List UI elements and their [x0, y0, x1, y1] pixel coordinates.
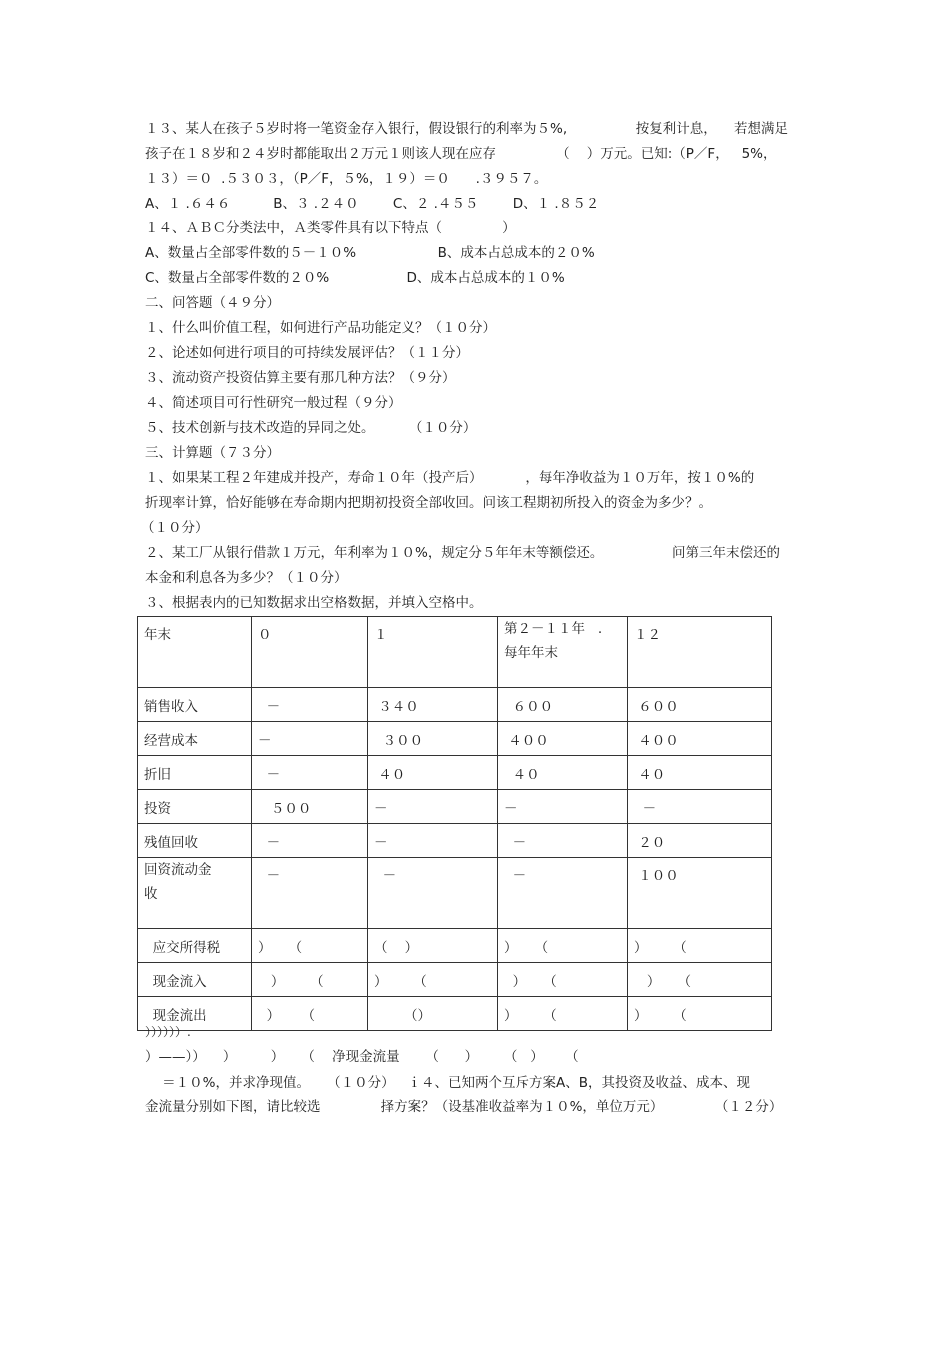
after-table-line-1: ））））））.	[145, 1025, 191, 1039]
table-cell: ４００	[628, 722, 772, 756]
section-2-title: 二、问答题（４９分）	[145, 295, 280, 311]
table-cell: －	[368, 790, 498, 824]
essay-q1: １、什么叫价值工程，如何进行产品功能定义？（１０分）	[145, 320, 496, 336]
table-cell: ） （	[628, 963, 772, 997]
table-header-cell: 年末	[138, 617, 252, 688]
table-cell: 残值回收	[138, 824, 252, 858]
table-cell: ５００	[252, 790, 368, 824]
table-cell: －	[368, 824, 498, 858]
essay-q5: ５、技术创新与技术改造的异同之处。 （１０分）	[145, 420, 477, 436]
table-row	[138, 929, 772, 963]
table-cell: －	[252, 858, 368, 929]
calc-q1-score: （１０分）	[141, 520, 209, 536]
table-header-cell: １２	[628, 617, 772, 688]
q14-options-cd: C、数量占全部零件数的２０% D、成本占总成本的１０%	[145, 270, 565, 286]
table-cell: ） （	[498, 963, 628, 997]
table-cell: 现金流出	[138, 997, 252, 1031]
table-header-cell: １	[368, 617, 498, 688]
table-cell: （）	[368, 997, 498, 1031]
table-row	[138, 756, 772, 790]
table-cell: ） （	[252, 997, 368, 1031]
table-cell: ） （	[252, 929, 368, 963]
table-cell: 经营成本	[138, 722, 252, 756]
table-row	[138, 824, 772, 858]
after-table-line-2: ）——）） ） ） （ 净现金流量 （ ） （ ） （	[145, 1049, 579, 1065]
after-table-line-3: ＝１０%，并求净现值。 （１０分） ｉ４、已知两个互斥方案A、B，其投资及收益、成本、现	[145, 1075, 751, 1091]
table-cell: 投资	[138, 790, 252, 824]
table-cell: 应交所得税	[138, 929, 252, 963]
table-header-row	[138, 617, 772, 688]
table-row	[138, 997, 772, 1031]
table-header-cell: ０	[252, 617, 368, 688]
table-cell: 回资流动金 收	[138, 858, 252, 929]
table-cell: ４０	[498, 756, 628, 790]
q13-options: A、１ .６４６ B、３ .２４０ C、２ .４５５ D、１ .８５２	[145, 196, 600, 212]
q13-line-2: 孩子在１８岁和２４岁时都能取出２万元１则该人现在应存 （ ）万元。已知:（P／F， 5%，	[145, 146, 777, 162]
table-cell: １００	[628, 858, 772, 929]
table-cell: －	[252, 824, 368, 858]
table-cell: －	[252, 756, 368, 790]
calc-q1-line-1: １、如果某工程２年建成并投产，寿命１０年（投产后） ，每年净收益为１０万年，按１０%的	[145, 470, 755, 486]
essay-q3: ３、流动资产投资估算主要有那几种方法？（９分）	[145, 370, 456, 386]
table-cell: ６００	[498, 688, 628, 722]
calc-q3-line-1: ３、根据表内的已知数据求出空格数据，并填入空格中。	[145, 595, 483, 611]
table-cell: ） （	[498, 929, 628, 963]
table-cell: ４０	[628, 756, 772, 790]
table-cell: －	[252, 722, 368, 756]
essay-q2: ２、论述如何进行项目的可持续发展评估？（１１分）	[145, 345, 469, 361]
table-row	[138, 858, 772, 929]
q14-options-ab: A、数量占全部零件数的５－１０% B、成本占总成本的２０%	[145, 245, 595, 261]
table-cell: ） （	[498, 997, 628, 1031]
table-cell: －	[498, 790, 628, 824]
section-3-title: 三、计算题（７３分）	[145, 445, 280, 461]
table-cell: 销售收入	[138, 688, 252, 722]
table-header-cell: 第２－１１年 . 每年年末	[498, 617, 628, 688]
table-cell: ） （	[368, 963, 498, 997]
q14-line-1: １４、ＡＢＣ分类法中，Ａ类零件具有以下特点（ ）	[145, 220, 516, 236]
table-cell: ６００	[628, 688, 772, 722]
table-cell: ３４０	[368, 688, 498, 722]
table-cell: －	[628, 790, 772, 824]
table-cell: －	[252, 688, 368, 722]
essay-q4: ４、简述项目可行性研究一般过程（９分）	[145, 395, 402, 411]
q13-line-3: １３）＝０ .５３０３，（P／F，５%，１９）＝０ .３９５７。	[145, 171, 548, 187]
table-row	[138, 790, 772, 824]
table-row	[138, 963, 772, 997]
table-cell: 折旧	[138, 756, 252, 790]
table-cell: ４０	[368, 756, 498, 790]
table-cell: ２０	[628, 824, 772, 858]
table-row	[138, 688, 772, 722]
table-cell: －	[498, 858, 628, 929]
table-row	[138, 722, 772, 756]
table-cell: －	[368, 858, 498, 929]
table-cell: －	[498, 824, 628, 858]
calc-q2-line-1: ２、某工厂从银行借款１万元，年利率为１０%，规定分５年年末等额偿还。 问第三年末偿还的	[145, 545, 780, 561]
table-cell: 现金流入	[138, 963, 252, 997]
table-cell: ） （	[628, 997, 772, 1031]
table-cell: ） （	[628, 929, 772, 963]
table-cell: （ ）	[368, 929, 498, 963]
table-cell: ４００	[498, 722, 628, 756]
table-cell: ３００	[368, 722, 498, 756]
after-table-line-4: 金流量分别如下图，请比较选 择方案？（设基准收益率为１０%，单位万元） （１２分）	[145, 1099, 783, 1115]
q13-line-1: １３、某人在孩子５岁时将一笔资金存入银行，假设银行的利率为５%, 按复利计息， 若想满足	[145, 121, 788, 137]
calc-q2-line-2: 本金和利息各为多少？（１０分）	[145, 570, 348, 586]
table-cell: ） （	[252, 963, 368, 997]
cashflow-table	[137, 616, 772, 1031]
calc-q1-line-2: 折现率计算，恰好能够在寿命期内把期初投资全部收回。问该工程期初所投入的资金为多少？。	[145, 495, 712, 511]
